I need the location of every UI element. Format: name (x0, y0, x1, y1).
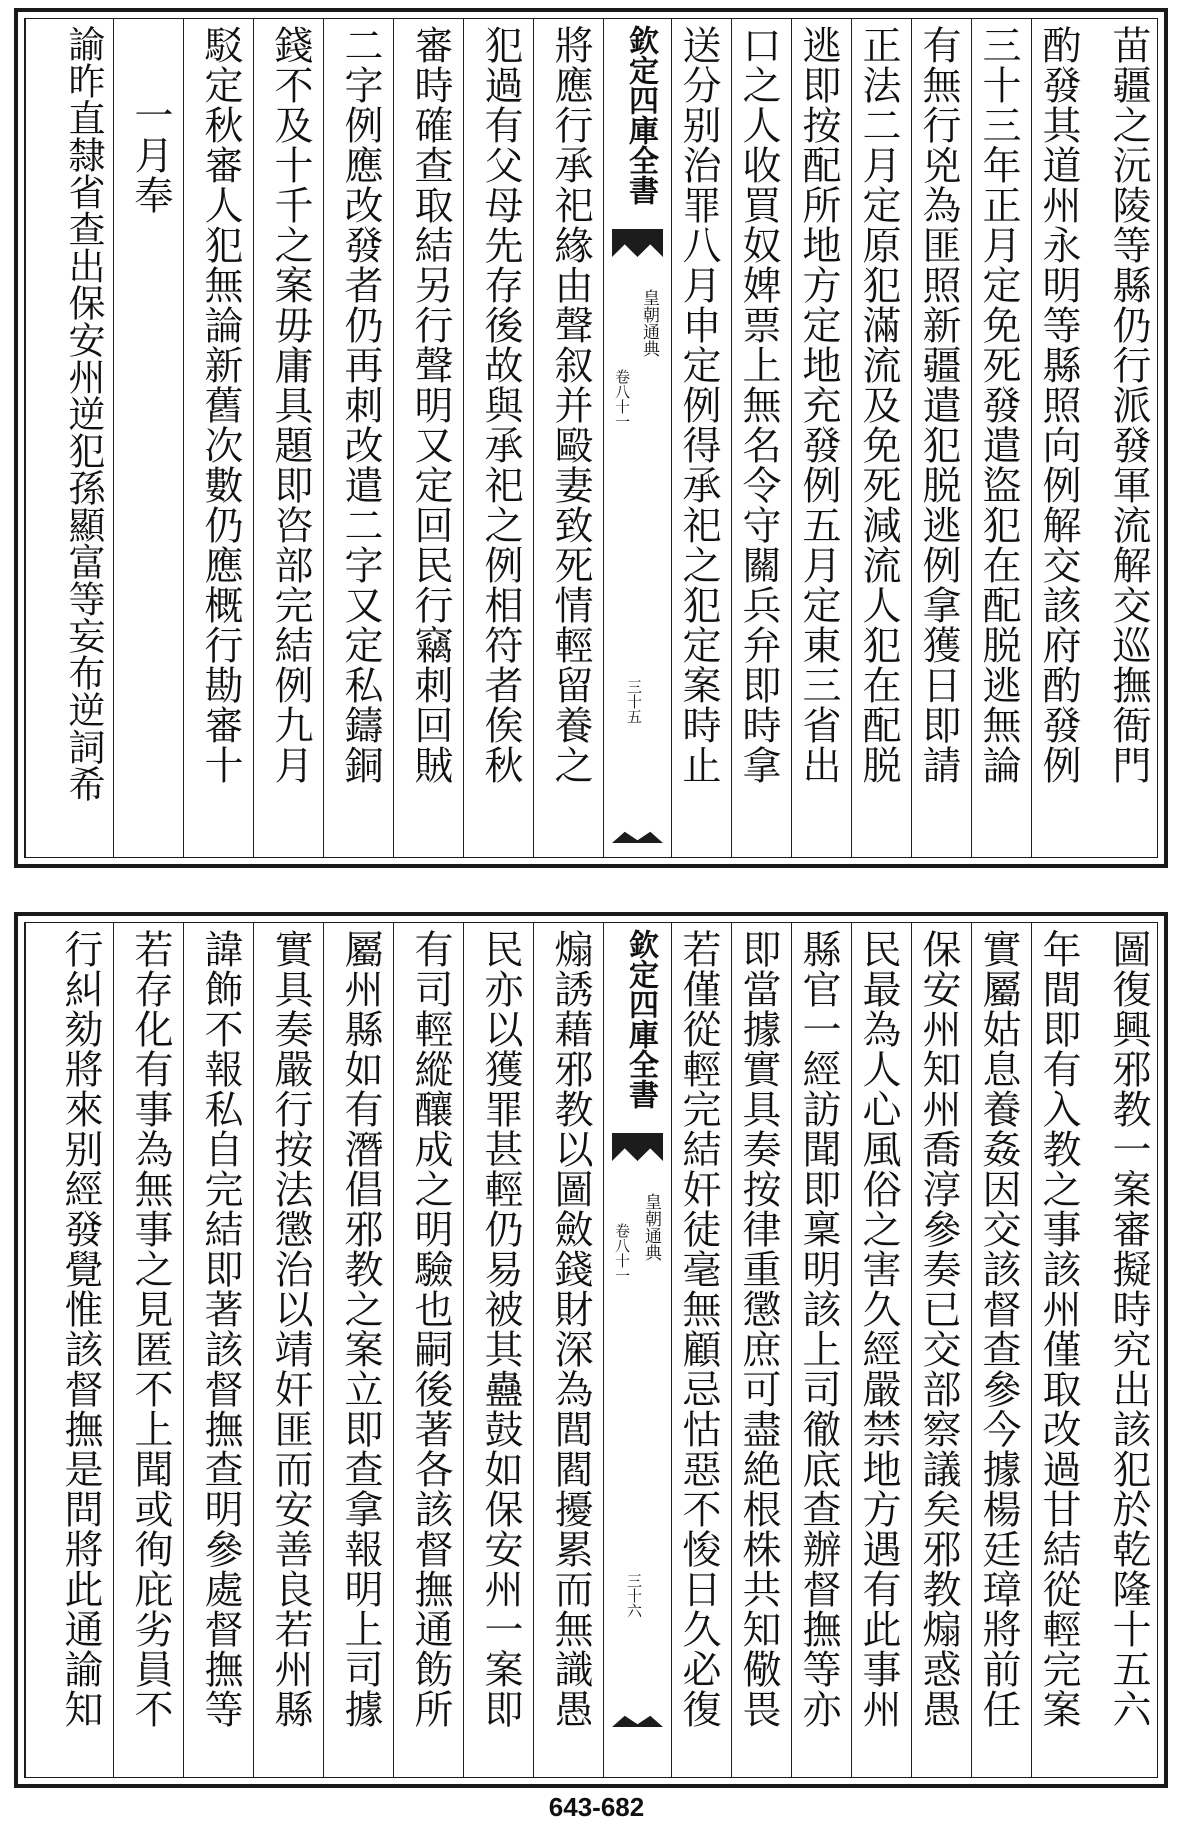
text-column: 縣官一經訪聞即稟明該上司徹底查辦督撫等亦 (791, 923, 851, 1777)
page-reference-number: 643-682 (548, 1792, 645, 1822)
fish-tail-ornament (612, 229, 663, 257)
fish-tail-ornament (612, 1133, 663, 1161)
text-column: 實屬姑息養姦因交該督查參今據楊廷璋將前任 (971, 923, 1031, 1777)
text-column: 駁定秋審人犯無論新舊次數仍應概行勘審十 (183, 19, 253, 857)
collection-title: 欽定四庫全書 (623, 25, 658, 205)
text-column: 實具奏嚴行按法懲治以靖奸匪而安善良若州縣 (253, 923, 323, 1777)
center-margin-strip (603, 19, 671, 857)
text-column: 即當據實具奏按律重懲庶可盡絶根株共知儆畏 (731, 923, 791, 1777)
text-column: 送分别治罪八月申定例得承祀之犯定案時止 (671, 19, 731, 857)
text-column: 有司輕縱釀成之明驗也嗣後著各該督撫通飭所 (393, 923, 463, 1777)
text-column: 一月奉 (113, 19, 183, 857)
text-column: 口之人收買奴婢票上無名令守關兵弁即時拿 (731, 19, 791, 857)
text-column: 諭昨直隸省查出保安州逆犯孫顯富等妄布逆詞希 (25, 19, 113, 857)
text-column: 正法二月定原犯滿流及免死減流人犯在配脱 (851, 19, 911, 857)
leaf-number: 三十五 (625, 679, 643, 724)
text-column: 年間即有入教之事該州僅取改過甘結從輕完案 (1031, 923, 1091, 1777)
top-page-frame (24, 18, 1158, 858)
fish-tail-ornament-bottom (612, 829, 663, 843)
text-column: 保安州知州喬淳參奏已交部察議矣邪教煽惑愚 (911, 923, 971, 1777)
text-column: 民亦以獲罪甚輕仍易被其蠱鼓如保安州一案即 (463, 923, 533, 1777)
text-column: 民最為人心風俗之害久經嚴禁地方遇有此事州 (851, 923, 911, 1777)
text-column: 煽誘藉邪教以圖斂錢財深為閭閻擾累而無識愚 (533, 923, 603, 1777)
collection-title: 欽定四庫全書 (623, 929, 658, 1109)
text-column: 若存化有事為無事之見匿不上聞或徇庇劣員不 (113, 923, 183, 1777)
leaf-number: 三十六 (625, 1573, 643, 1618)
top-page-panel (14, 8, 1168, 868)
volume-number: 卷八十一 (613, 1223, 631, 1283)
text-column: 二字例應改發者仍再刺改遣二字又定私鑄銅 (323, 19, 393, 857)
center-margin-strip (603, 923, 671, 1777)
text-column: 諱飾不報私自完結即著該督撫查明參處督撫等 (183, 923, 253, 1777)
text-column: 錢不及十千之案毋庸具題即咨部完結例九月 (253, 19, 323, 857)
text-column: 有無行兇為匪照新疆遣犯脱逃例拿獲日即請 (911, 19, 971, 857)
text-column: 行糾劾將來别經發覺惟該督撫是問將此通諭知 (25, 923, 113, 1777)
fish-tail-ornament-bottom (612, 1713, 663, 1727)
text-column: 苗疆之沅陵等縣仍行派發軍流解交巡撫衙門 (1106, 25, 1151, 785)
text-column: 將應行承祀緣由聲叙并毆妻致死情輕留養之 (533, 19, 603, 857)
text-column: 酌發其道州永明等縣照向例解交該府酌發例 (1031, 19, 1091, 857)
text-column: 三十三年正月定免死發遣盜犯在配脱逃無論 (971, 19, 1031, 857)
book-name: 皇朝通典 (641, 1193, 661, 1261)
text-column: 屬州縣如有潛倡邪教之案立即查拿報明上司據 (323, 923, 393, 1777)
text-column: 圖復興邪教一案審擬時究出該犯於乾隆十五六 (1106, 929, 1151, 1729)
bottom-page-panel (14, 912, 1168, 1788)
volume-number: 卷八十一 (613, 369, 631, 429)
book-name: 皇朝通典 (639, 289, 659, 357)
text-column: 審時確查取結另行聲明又定回民行竊刺回賊 (393, 19, 463, 857)
text-column: 逃即按配所地方定地充發例五月定東三省出 (791, 19, 851, 857)
text-column: 犯過有父母先存後故與承祀之例相符者俟秋 (463, 19, 533, 857)
text-column: 若僅從輕完結奸徒毫無顧忌怙惡不悛日久必復 (671, 923, 731, 1777)
bottom-page-frame (24, 922, 1158, 1778)
